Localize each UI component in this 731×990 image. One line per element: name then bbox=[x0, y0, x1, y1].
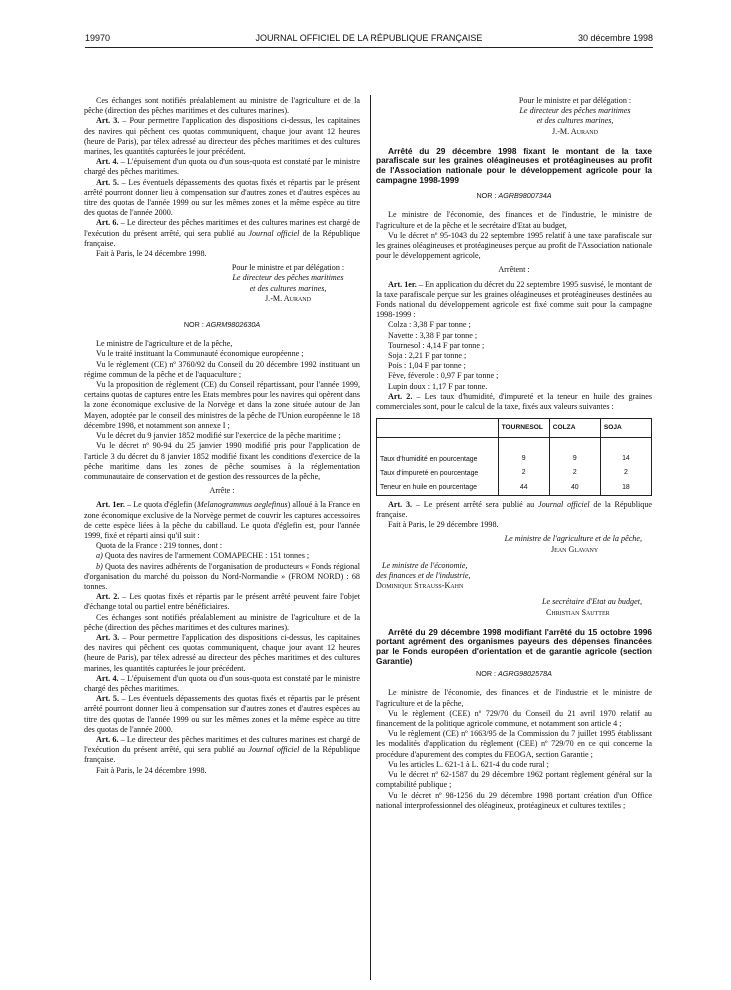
nor-code: AGRB9800734A bbox=[498, 191, 552, 201]
visa: Vu le décret nº 98-1256 du 29 décembre 1998 portant création d'un Office national interprofessionnel des oléagineux, protéagineux et cultures textiles ; bbox=[376, 790, 652, 810]
article-6 bbox=[84, 735, 360, 766]
article-number: Art. 6. bbox=[96, 218, 119, 228]
list-marker: b) bbox=[96, 561, 103, 571]
article-number: Art. 3. bbox=[96, 116, 120, 126]
quota-line bbox=[84, 562, 360, 593]
signature-line: Le directeur des pêches maritimes bbox=[232, 273, 344, 283]
paragraph: Ces échanges sont notifiés préalablement au ministre de l'agriculture et de la pêche (direction des pêches maritimes et des cultures marines). bbox=[84, 96, 360, 116]
paragraph: Le ministre de l'économie, des finances et de l'industrie, le ministre de l'agriculture et de la pêche et le secrétaire d'Etat au budget, bbox=[376, 210, 652, 230]
article-text: – En application du décret du 22 septembre 1995 susvisé, le montant de la taxe parafiscale perçue sur les graines oléagineuses et protéagineuses destinées au Fonds national du développement agricole est fixé comme suit pour la campagne 1998-1999 : bbox=[376, 279, 652, 320]
page-header bbox=[85, 33, 653, 47]
done-at: Fait à Paris, le 24 décembre 1998. bbox=[96, 765, 207, 775]
signature-line: et des cultures marines, bbox=[536, 116, 614, 126]
article-number: Art. 3. bbox=[96, 632, 120, 642]
article-5 bbox=[84, 178, 360, 219]
article-number: Art. 5. bbox=[96, 694, 119, 704]
rate-line: Pois : 1,04 F par tonne ; bbox=[388, 361, 466, 371]
nor-label: NOR : bbox=[183, 320, 206, 330]
article-1 bbox=[376, 280, 652, 321]
article-3 bbox=[84, 116, 360, 157]
table-row bbox=[377, 466, 652, 480]
rate-line: Navette : 3,38 F par tonne ; bbox=[388, 330, 478, 340]
visa: Vu le traité instituant la Communauté économique européenne ; bbox=[96, 349, 304, 359]
article-text: – Le quota d'églefin ( bbox=[124, 500, 197, 510]
decree-title: Arrêté du 29 décembre 1998 modifiant l'arrêté du 15 octobre 1996 portant agrément des organismes payeurs des dépenses financées par le Fonds européen d'orientation et de garantie agricole (section Garantie) bbox=[376, 626, 652, 666]
visa: Vu le décret du 9 janvier 1852 modifié sur l'exercice de la pêche maritime ; bbox=[96, 431, 341, 441]
rate-line: Soja : 2,21 F par tonne ; bbox=[388, 351, 467, 361]
row-label: Teneur en huile en pourcentage bbox=[377, 481, 499, 496]
done-at: Fait à Paris, le 24 décembre 1998. bbox=[96, 249, 207, 259]
signature-line: Le ministre de l'agriculture et de la pêche, bbox=[504, 534, 642, 544]
article-text: – Les taux d'humidité, d'impureté et la teneur en huile des graines commerciales sont, pour le calcul de la taxe, fixés aux valeurs suivantes : bbox=[376, 391, 652, 412]
quota-line bbox=[84, 551, 360, 561]
quota-line: Quota de la France : 219 tonnes, dont : bbox=[96, 541, 223, 551]
signature-line: Le ministre de l'économie, bbox=[382, 560, 468, 570]
journal-reference: Journal officiel bbox=[538, 499, 590, 509]
article-text: – Le directeur des pêches maritimes et des cultures marines est chargé de l'exécution du présent arrêté, qui sera publié au bbox=[84, 218, 360, 238]
table-row bbox=[377, 481, 652, 496]
signature-line: Le secrétaire d'Etat au budget, bbox=[541, 597, 642, 607]
list-marker: a) bbox=[96, 551, 103, 561]
table-cell: 40 bbox=[549, 481, 600, 496]
column-header: TOURNESOL bbox=[498, 419, 549, 438]
article-4 bbox=[84, 157, 360, 177]
article-3 bbox=[84, 633, 360, 674]
rate-line: Lupin doux : 1,17 F par tonne. bbox=[388, 381, 488, 391]
signature-line: Pour le ministre et par délégation : bbox=[518, 96, 632, 105]
article-text: – L'épuisement d'un quota ou d'un sous-quota est constaté par le ministre chargé des pêches maritimes. bbox=[84, 157, 360, 177]
signature-line: et des cultures marines, bbox=[249, 283, 327, 293]
signatory-name: Jean Glavany bbox=[551, 544, 599, 554]
nor-reference bbox=[84, 320, 360, 330]
article-number: Art. 1er. bbox=[388, 279, 417, 289]
article-6 bbox=[84, 218, 360, 249]
article-number: Art. 2. bbox=[96, 592, 120, 602]
table-corner bbox=[377, 419, 499, 438]
signature-block bbox=[486, 96, 652, 137]
nor-code: AGRM9802630A bbox=[205, 320, 261, 330]
paragraph: Ces échanges sont notifiés préalablement au ministre de l'agriculture et de la pêche (direction des pêches maritimes et des cultures marines). bbox=[84, 612, 360, 632]
signature-line: Pour le ministre et par délégation : bbox=[231, 263, 345, 273]
table-cell: 2 bbox=[600, 466, 651, 480]
table-cell: 44 bbox=[498, 481, 549, 496]
rate-line: Tournesol : 4,14 F par tonne ; bbox=[388, 340, 485, 350]
visa: Vu le règlement (CE) nº 3760/92 du Conseil du 20 décembre 1992 instituant un régime commun de la pêche et de l'aquaculture ; bbox=[84, 359, 360, 379]
journal-title: JOURNAL OFFICIEL DE LA RÉPUBLIQUE FRANÇAISE bbox=[255, 33, 483, 43]
article-number: Art. 6. bbox=[96, 734, 119, 744]
article-number: Art. 4. bbox=[96, 157, 119, 167]
article-text: – Pour permettre l'application des dispositions ci-dessus, les capitaines des navires qui pêchent ces quotas communiquent, chaque jour avant 12 heures (heure de Paris), par télex adressé au directeur des pêches maritimes et des cultures marines, les quantités capturées le jour précédent. bbox=[84, 632, 360, 673]
left-column bbox=[84, 96, 360, 776]
signatory-name: Dominique Strauss-Kahn bbox=[376, 581, 464, 591]
done-at: Fait à Paris, le 29 décembre 1998. bbox=[388, 520, 499, 530]
article-3 bbox=[376, 500, 652, 520]
paragraph: Le ministre de l'économie, des finances et de l'industrie et le ministre de l'agriculture et de la pêche, bbox=[376, 688, 652, 708]
arrete-heading: Arrêtent : bbox=[498, 265, 530, 275]
article-text: – Les éventuels dépassements des quotas fixés et répartis par le présent arrêté pourront donner lieu à compensation sur d'autres zones et d'autres espèces au titre des quotas de l'année 1999 ou sur les mêmes zones et la même espèce au titre des quotas de l'année 2000. bbox=[84, 694, 360, 734]
page-number: 19970 bbox=[85, 33, 111, 43]
arrete-heading: Arrête : bbox=[209, 486, 235, 496]
visa: Vu le décret nº 90-94 du 25 janvier 1990 modifié pris pour l'application de l'article 3 du décret du 8 janvier 1852 modifié fixant les conditions d'exercice de la pêche maritime dans les zones de pêche soumises à la réglementation communautaire de conservation et de gestion des ressources de la pêche, bbox=[84, 441, 360, 481]
article-number: Art. 1er. bbox=[96, 500, 125, 510]
visa: Vu le règlement (CEE) nº 729/70 du Conseil du 21 avril 1970 relatif au financement de la politique agricole commune, et notamment son article 4 ; bbox=[376, 708, 652, 729]
nor-reference bbox=[376, 191, 652, 201]
row-label: Taux d'humidité en pourcentage bbox=[377, 438, 499, 467]
article-2 bbox=[84, 592, 360, 612]
article-text: – Le présent arrêté sera publié au bbox=[412, 499, 539, 509]
signatory-name: J.-M. Aurand bbox=[265, 293, 311, 303]
signatory-name: Christian Sautter bbox=[546, 607, 610, 617]
table-cell: 2 bbox=[549, 466, 600, 480]
column-separator bbox=[370, 95, 371, 980]
article-text: – Les éventuels dépassements des quotas fixés et répartis par le présent arrêté pourront donner lieu à compensation sur d'autres zones et d'autres espèces au titre des quotas de l'année 1999 ou sur les mêmes zones et la même espèce au titre des quotas de l'année 2000. bbox=[84, 177, 360, 218]
visa: Vu le décret nº 95-1043 du 22 septembre 1995 relatif à une taxe parafiscale sur les graines oléagineuses et protéagineuses perçue au profit de l'Association nationale pour le développement agricole, bbox=[376, 230, 652, 261]
nor-code: AGRG9802578A bbox=[498, 669, 552, 679]
quota-text: Quota des navires de l'armement COMAPECHE : 151 tonnes ; bbox=[102, 551, 310, 561]
issue-date: 30 décembre 1998 bbox=[577, 33, 653, 43]
article-text: de la République française. bbox=[84, 745, 360, 765]
header-rule bbox=[85, 47, 653, 48]
visa: Vu les articles L. 621-1 à L. 621-4 du code rural ; bbox=[388, 759, 549, 769]
article-2 bbox=[376, 392, 652, 412]
rates-table bbox=[376, 418, 652, 496]
signatory-name: J.-M. Aurand bbox=[552, 126, 598, 136]
article-text: de la République française. bbox=[376, 499, 652, 520]
visa: Vu le décret nº 62-1587 du 29 décembre 1962 portant règlement général sur la comptabilité publique ; bbox=[376, 770, 652, 790]
article-1 bbox=[84, 500, 360, 541]
column-header: COLZA bbox=[549, 419, 600, 438]
article-text: de la République française. bbox=[84, 228, 360, 248]
right-column bbox=[376, 96, 652, 811]
article-number: Art. 5. bbox=[96, 177, 119, 187]
visa: Vu la proposition de règlement (CE) du Conseil répartissant, pour l'année 1999, certains quotas de captures entre les Etats membres pour les navires qui opèrent dans la zone économique exclusive de la Norvège et dans la zone située autour de Jan Mayen, adoptée par le conseil des ministres de la pêche de l'Union européenne le 18 décembre 1998, et notamment son annexe I ; bbox=[84, 380, 360, 430]
column-header: SOJA bbox=[600, 419, 651, 438]
rate-line: Colza : 3,38 F par tonne ; bbox=[388, 320, 471, 330]
nor-label: NOR : bbox=[476, 191, 499, 201]
row-label: Taux d'impureté en pourcentage bbox=[377, 466, 499, 480]
table-cell: 18 bbox=[600, 481, 651, 496]
journal-reference: Journal officiel bbox=[248, 745, 300, 755]
article-text: – Le directeur des pêches maritimes et des cultures marines est chargé de l'exécution du présent arrêté, qui sera publié au bbox=[84, 734, 360, 755]
nor-label: NOR : bbox=[476, 669, 498, 679]
signature-line: des finances et de l'industrie, bbox=[376, 571, 471, 581]
paragraph: Le ministre de l'agriculture et de la pêche, bbox=[96, 339, 233, 349]
table-cell: 9 bbox=[549, 438, 600, 467]
article-number: Art. 2. bbox=[388, 391, 413, 401]
table-header-row bbox=[377, 419, 652, 438]
signature-block bbox=[204, 263, 360, 304]
decree-title: Arrêté du 29 décembre 1998 fixant le montant de la taxe parafiscale sur les graines oléagineuses et protéagineuses au profit de l'Association nationale pour le développement agricole pour la campagne 1998-1999 bbox=[376, 145, 652, 185]
article-text: – L'épuisement d'un quota ou d'un sous-quota est constaté par le ministre chargé des pêches maritimes. bbox=[84, 673, 360, 693]
journal-reference: Journal officiel bbox=[248, 228, 300, 238]
table-cell: 14 bbox=[600, 438, 651, 467]
article-4 bbox=[84, 674, 360, 694]
article-text: – Pour permettre l'application des dispositions ci-dessus, les capitaines des navires qui pêchent ces quotas communiquent, chaque jour avant 12 heures (heure de Paris), par télex adressé au directeur des pêches maritimes et des cultures marines, les quantités capturées le jour précédent. bbox=[84, 116, 360, 157]
species-name: Melanogrammus aeglefinus bbox=[197, 500, 288, 510]
article-5 bbox=[84, 694, 360, 735]
article-number: Art. 4. bbox=[96, 673, 119, 683]
article-text: ) alloué à la France en zone économique exclusive de la Norvège permet de couvrir les captures accessoires de cette espèce liées à la pêche du cabillaud. Le quota d'églefin est, pour l'année 1999, fixé et réparti ainsi qu'il suit : bbox=[84, 500, 361, 540]
quota-text: Quota des navires adhérents de l'organisation de producteurs « Fonds régional d'organisation du marché du poisson du Nord-Normandie » (FROM NORD) : 68 tonnes. bbox=[84, 561, 360, 591]
rate-line: Fève, féverole : 0,97 F par tonne ; bbox=[388, 371, 499, 381]
signature-line: Le directeur des pêches maritimes bbox=[519, 106, 631, 116]
table-cell: 9 bbox=[498, 438, 549, 467]
table-cell: 2 bbox=[498, 466, 549, 480]
article-number: Art. 3. bbox=[388, 499, 413, 509]
visa: Vu le règlement (CE) nº 1663/95 de la Commission du 7 juillet 1995 établissant les modalités d'application du règlement (CEE) nº 729/70 en ce qui concerne la procédure d'apurement des comptes du FEOGA, section Garantie ; bbox=[376, 729, 652, 759]
table-row bbox=[377, 438, 652, 467]
article-text: – Les quotas fixés et répartis par le présent arrêté peuvent faire l'objet d'échange total ou partiel entre bénéficiaires. bbox=[84, 592, 360, 612]
nor-reference bbox=[376, 669, 652, 679]
